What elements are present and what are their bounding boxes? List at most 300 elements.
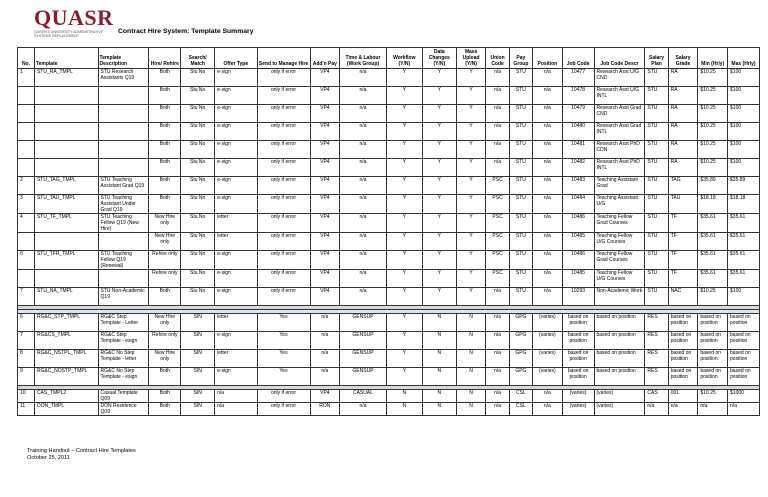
table-cell: Teaching Fellow Grad Courses [594, 251, 645, 270]
table-cell: e-sign [215, 332, 257, 350]
table-cell: $10.25 [698, 390, 728, 403]
table-cell: RG&C Step Template - esign [98, 332, 149, 350]
table-cell [34, 123, 98, 141]
table-cell: RA [668, 105, 698, 123]
table-cell: RA [668, 69, 698, 87]
table-row [18, 233, 760, 251]
table-cell: only if error [257, 105, 310, 123]
table-cell: Y [456, 159, 486, 177]
table-cell: Both [149, 105, 181, 123]
table-cell: VP4 [310, 87, 340, 105]
table-cell: n/a [533, 177, 563, 195]
table-cell: STU [645, 141, 668, 159]
table-cell: n/a [486, 159, 509, 177]
table-cell: Stu No [181, 123, 215, 141]
table-cell: (varies) [533, 314, 563, 332]
table-cell: n/a [340, 251, 387, 270]
column-header: Union Code [486, 48, 509, 69]
table-cell: RA [668, 123, 698, 141]
table-row [18, 251, 760, 270]
table-cell: $100 [728, 87, 760, 105]
table-cell: RA [668, 159, 698, 177]
table-cell: based on position [668, 332, 698, 350]
column-header: Salary Grade [668, 48, 698, 69]
table-row [18, 288, 760, 306]
table-cell: Both [149, 195, 181, 214]
table-cell: VP4 [310, 288, 340, 306]
table-cell: 1 [18, 69, 35, 87]
column-header: Hire/ Rehire [149, 48, 181, 69]
table-cell: e-sign [215, 270, 257, 288]
table-cell: based on position [594, 332, 645, 350]
table-cell: 10293 [562, 288, 594, 306]
table-cell: n/a [533, 105, 563, 123]
table-cell: $35.61 [698, 251, 728, 270]
column-header: Search/ Match [181, 48, 215, 69]
table-cell: STU [645, 123, 668, 141]
table-cell: STU [509, 214, 532, 233]
column-header: Max (Hrly) [728, 48, 760, 69]
table-cell: Both [149, 368, 181, 386]
table-cell: SIN [181, 390, 215, 403]
table-cell: 001 [668, 390, 698, 403]
table-cell: STU [509, 123, 532, 141]
table-cell [18, 233, 35, 251]
table-cell: n/a [486, 368, 509, 386]
table-cell: Both [149, 123, 181, 141]
table-cell: STU [509, 270, 532, 288]
table-cell: 10486 [562, 214, 594, 233]
table-cell: e-sign [215, 141, 257, 159]
table-cell: TF [668, 251, 698, 270]
table-cell: RES [645, 350, 668, 368]
table-cell: e-sign [215, 69, 257, 87]
column-header: Workflow (Y/N) [386, 48, 422, 69]
table-cell: Y [422, 270, 456, 288]
table-cell: 10478 [562, 87, 594, 105]
table-cell: NAC [668, 288, 698, 306]
table-cell: Non-Academic Work [594, 288, 645, 306]
table-cell: RG&C No Step Template - letter [98, 350, 149, 368]
table-cell: VP4 [310, 233, 340, 251]
table-cell: e-sign [215, 87, 257, 105]
template-summary-table [17, 47, 760, 416]
table-cell: RG&C_NSTPL_TMPL [34, 350, 98, 368]
table-cell: based on position [594, 368, 645, 386]
table-cell: Stu No [181, 195, 215, 214]
table-cell: Rehire only [149, 332, 181, 350]
table-cell: Y [456, 105, 486, 123]
table-row [18, 87, 760, 105]
table-cell: Both [149, 177, 181, 195]
table-cell: N [456, 314, 486, 332]
table-cell: $10.25 [698, 123, 728, 141]
table-cell: $35.61 [698, 233, 728, 251]
table-cell: Rehire only [149, 251, 181, 270]
table-cell: STU Teaching Assistant Under Grad Q19 [98, 195, 149, 214]
table-cell: STU [645, 233, 668, 251]
table-cell: 10480 [562, 123, 594, 141]
table-cell: Y [422, 141, 456, 159]
table-cell [18, 87, 35, 105]
table-cell: N [456, 368, 486, 386]
table-cell: STU_RA_TMPL [34, 69, 98, 87]
table-cell [34, 270, 98, 288]
table-cell [98, 159, 149, 177]
table-cell [34, 141, 98, 159]
table-cell: n/a [486, 288, 509, 306]
table-cell: SIN [181, 350, 215, 368]
table-cell: n/a [486, 403, 509, 416]
column-header: Min (Hrly) [698, 48, 728, 69]
table-cell: n/a [340, 69, 387, 87]
table-cell: STU [645, 69, 668, 87]
table-cell: 3 [18, 195, 35, 214]
table-cell: Y [422, 195, 456, 214]
table-cell: VP4 [310, 105, 340, 123]
quasr-logo [34, 7, 114, 38]
table-cell: $35.61 [728, 270, 760, 288]
table-cell: (varies) [594, 390, 645, 403]
table-cell: Teaching Assistant U/G [594, 195, 645, 214]
table-cell: Y [456, 288, 486, 306]
table-cell [34, 87, 98, 105]
table-cell: n/a [486, 350, 509, 368]
table-cell: VP4 [310, 123, 340, 141]
table-cell: n/a [533, 195, 563, 214]
table-cell: N [386, 403, 422, 416]
table-cell: VP4 [310, 69, 340, 87]
table-cell: 10484 [562, 195, 594, 214]
table-cell: GPG [509, 350, 532, 368]
table-cell: n/a [215, 403, 257, 416]
table-cell: STU_TAU_TMPL [34, 195, 98, 214]
table-cell: Y [422, 105, 456, 123]
table-cell: RON [310, 403, 340, 416]
table-cell: letter [215, 214, 257, 233]
table-cell: e-sign [215, 177, 257, 195]
table-row [18, 270, 760, 288]
table-cell: Y [422, 123, 456, 141]
table-row [18, 141, 760, 159]
table-cell: STU [645, 105, 668, 123]
table-cell: Y [386, 159, 422, 177]
table-cell: VP4 [310, 214, 340, 233]
table-cell: Y [422, 159, 456, 177]
table-cell [34, 105, 98, 123]
table-row [18, 350, 760, 368]
table-cell: only if error [257, 390, 310, 403]
table-cell: $35.89 [728, 177, 760, 195]
table-cell: n/a [340, 270, 387, 288]
table-cell: Y [422, 87, 456, 105]
table-cell: Y [456, 123, 486, 141]
table-cell: TAG [668, 177, 698, 195]
table-cell [18, 159, 35, 177]
column-header: Data Changes (Y/N) [422, 48, 456, 69]
table-cell: Y [386, 69, 422, 87]
table-cell [98, 105, 149, 123]
table-cell: N [456, 350, 486, 368]
table-cell: N [422, 350, 456, 368]
table-cell: GPG [509, 332, 532, 350]
table-cell: CASUAL [340, 390, 387, 403]
table-cell: Research Asst U/G INTL [594, 87, 645, 105]
table-cell: TF [668, 214, 698, 233]
table-cell: SIN [181, 314, 215, 332]
table-cell: n/a [486, 332, 509, 350]
column-header: Time & Labour (Work Group) [340, 48, 387, 69]
table-cell: TAU [668, 195, 698, 214]
table-cell: STU [509, 141, 532, 159]
table-cell: SIN [181, 403, 215, 416]
table-cell: 10479 [562, 105, 594, 123]
footer-title: Training Handout – Contract Hire Templates [27, 448, 136, 454]
table-cell: Y [386, 332, 422, 350]
table-cell: Research Asst Grad INTL [594, 123, 645, 141]
table-cell: Y [386, 123, 422, 141]
table-cell: STU_TFR_TMPL [34, 251, 98, 270]
header-row [18, 48, 760, 69]
column-header: Add'n Pay [310, 48, 340, 69]
table-cell: n/a [486, 141, 509, 159]
table-cell: New Hire only [149, 350, 181, 368]
table-cell: Yes [257, 350, 310, 368]
table-cell: STU_TAG_TMPL [34, 177, 98, 195]
table-cell: Y [422, 69, 456, 87]
table-cell: n/a [340, 403, 387, 416]
table-cell: Both [149, 390, 181, 403]
table-cell: n/a [340, 214, 387, 233]
table-cell: only if error [257, 288, 310, 306]
table-cell: 9 [18, 368, 35, 386]
table-cell: VP4 [310, 270, 340, 288]
table-cell: n/a [340, 159, 387, 177]
table-cell: 10477 [562, 69, 594, 87]
table-cell: (varies) [533, 368, 563, 386]
table-cell [18, 123, 35, 141]
table-cell: 10482 [562, 159, 594, 177]
table-cell: Both [149, 288, 181, 306]
table-cell: RG&C_NOSTP_TMPL [34, 368, 98, 386]
table-cell: STU [509, 288, 532, 306]
table-cell: $10.25 [698, 159, 728, 177]
table-cell: SIN [181, 332, 215, 350]
table-cell: RA [668, 141, 698, 159]
table-cell: Research Asst U/G CND [594, 69, 645, 87]
table-body [18, 69, 760, 416]
table-cell [98, 270, 149, 288]
table-cell: Stu No [181, 69, 215, 87]
table-cell: n/a [645, 403, 668, 416]
table-cell: based on position [698, 332, 728, 350]
table-cell [98, 141, 149, 159]
table-cell: Research Asst Grad CND [594, 105, 645, 123]
table-cell: TF [668, 233, 698, 251]
table-cell: STU Teaching Fellow Q19 (New Hire) [98, 214, 149, 233]
table-cell: based on position [562, 314, 594, 332]
table-cell: GENSUP [340, 350, 387, 368]
table-cell: 8 [18, 350, 35, 368]
table-cell: Y [456, 270, 486, 288]
table-cell: $100 [728, 69, 760, 87]
table-cell: Y [386, 87, 422, 105]
column-header: Mass Upload (Y/N) [456, 48, 486, 69]
table-cell: $10.25 [698, 141, 728, 159]
table-cell: n/a [533, 123, 563, 141]
table-cell: based on position [562, 350, 594, 368]
table-cell: $35.61 [728, 214, 760, 233]
table-cell: only if error [257, 69, 310, 87]
table-cell: $35.61 [698, 270, 728, 288]
table-cell: letter [215, 350, 257, 368]
table-cell: RG&CS_TMPL [34, 332, 98, 350]
column-header: Job Code Descr [594, 48, 645, 69]
table-cell: e-sign [215, 195, 257, 214]
table-row [18, 368, 760, 386]
table-cell: STU_NA_TMPL [34, 288, 98, 306]
table-cell: n/a [668, 403, 698, 416]
table-row [18, 177, 760, 195]
table-cell: n/a [340, 177, 387, 195]
table-cell: Y [456, 141, 486, 159]
table-cell: N [456, 332, 486, 350]
table-cell: 10485 [562, 270, 594, 288]
table-cell: STU [509, 159, 532, 177]
table-cell: Teaching Fellow Grad Courses [594, 214, 645, 233]
table-cell: based on position [594, 350, 645, 368]
table-cell: Both [149, 69, 181, 87]
table-cell [18, 141, 35, 159]
table-cell: Stu No [181, 159, 215, 177]
table-cell: N [386, 390, 422, 403]
table-cell: e-sign [215, 251, 257, 270]
logo-subtitle: QUEEN'S UNIVERSITY ADMINISTRATIVE SYSTEMS REPLACEMENT [34, 30, 104, 39]
table-cell: $100 [728, 141, 760, 159]
table-cell: RES [645, 368, 668, 386]
table-cell: Stu No [181, 270, 215, 288]
table-cell: only if error [257, 123, 310, 141]
column-header: Position [533, 48, 563, 69]
table-cell: n/a [533, 233, 563, 251]
table-cell: STU [509, 87, 532, 105]
table-cell: n/a [486, 314, 509, 332]
table-cell: Y [386, 270, 422, 288]
table-cell: N [422, 332, 456, 350]
column-header: Salary Plan [645, 48, 668, 69]
table-cell: STU_TF_TMPL [34, 214, 98, 233]
table-row [18, 332, 760, 350]
table-cell: 10 [18, 390, 35, 403]
table-cell: STU [509, 233, 532, 251]
column-header: Send to Manage Hire [257, 48, 310, 69]
table-cell [98, 233, 149, 251]
table-cell: based on position [698, 314, 728, 332]
column-header: Offer Type [215, 48, 257, 69]
page-title: Contract Hire System: Template Summary [118, 28, 254, 35]
table-cell: Both [149, 141, 181, 159]
table-cell: STU [509, 177, 532, 195]
table-cell: GPG [509, 314, 532, 332]
table-cell: Y [456, 233, 486, 251]
table-cell: Y [422, 177, 456, 195]
table-cell: STU [509, 251, 532, 270]
table-cell: 2 [18, 177, 35, 195]
table-cell: DON Residence Q09 [98, 403, 149, 416]
table-cell: $35.61 [728, 233, 760, 251]
table-cell: Yes [257, 368, 310, 386]
table-cell: $35.61 [728, 251, 760, 270]
table-cell: STU [645, 177, 668, 195]
column-header: Template [34, 48, 98, 69]
table-cell: VP4 [310, 390, 340, 403]
table-cell: Y [456, 195, 486, 214]
table-cell: Research Asst PhD INTL [594, 159, 645, 177]
table-cell: $35.61 [698, 214, 728, 233]
table-cell: CSL [509, 390, 532, 403]
table-cell: Y [386, 350, 422, 368]
table-cell: STU Research Assistants Q19 [98, 69, 149, 87]
table-cell: $18.18 [728, 195, 760, 214]
table-cell: based on position [562, 332, 594, 350]
table-cell: n/a [533, 270, 563, 288]
table-cell: 6 [18, 251, 35, 270]
column-header: No. [18, 48, 35, 69]
table-cell: only if error [257, 159, 310, 177]
table-cell: Stu No [181, 177, 215, 195]
table-cell: $10.25 [698, 288, 728, 306]
table-cell: letter [215, 233, 257, 251]
table-cell: n/a [486, 105, 509, 123]
table-cell: Stu No [181, 214, 215, 233]
table-cell: $10.25 [698, 69, 728, 87]
table-cell: Teaching Fellow U/G Courses [594, 233, 645, 251]
table-cell: Y [386, 177, 422, 195]
table-cell: based on position [728, 350, 760, 368]
table-cell: RES [645, 314, 668, 332]
table-cell: N [456, 403, 486, 416]
table-cell: Stu No [181, 87, 215, 105]
table-cell: Y [386, 233, 422, 251]
table-cell: New Hire only [149, 233, 181, 251]
table-cell: 10481 [562, 141, 594, 159]
table-cell: STU [645, 288, 668, 306]
table-cell: PSC [486, 251, 509, 270]
table-cell: n/a [310, 350, 340, 368]
table-cell: Y [422, 251, 456, 270]
table-cell: Teaching Assistant Grad [594, 177, 645, 195]
table-cell: only if error [257, 141, 310, 159]
table-cell: RG&C Step Template - Letter [98, 314, 149, 332]
table-cell: DON_TMPL [34, 403, 98, 416]
table-cell: N [422, 314, 456, 332]
table-cell: STU [509, 105, 532, 123]
table-cell: e-sign [215, 288, 257, 306]
table-cell: based on position [668, 350, 698, 368]
table-cell: VP4 [310, 251, 340, 270]
table-cell: only if error [257, 87, 310, 105]
table-cell [34, 233, 98, 251]
table-row [18, 123, 760, 141]
table-cell [98, 123, 149, 141]
table-cell: (varies) [594, 403, 645, 416]
table-cell: n/a [728, 403, 760, 416]
table-row [18, 105, 760, 123]
table-cell: RG&C No Step Template - esign [98, 368, 149, 386]
table-cell: Y [386, 214, 422, 233]
table-cell: Stu No [181, 288, 215, 306]
table-cell: n/a [533, 69, 563, 87]
